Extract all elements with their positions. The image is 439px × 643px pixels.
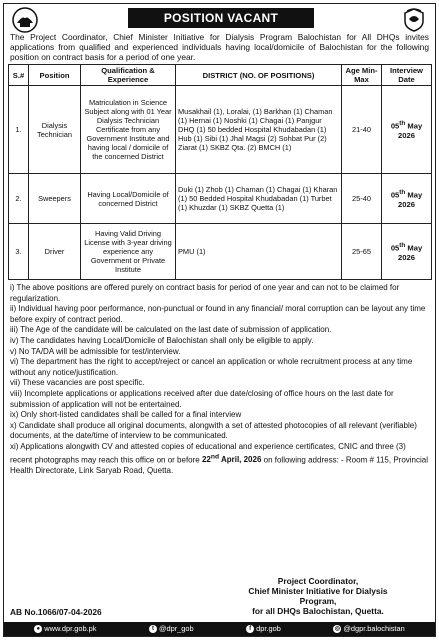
footer-facebook[interactable]: f dpr.gob [246,622,281,636]
page-title: POSITION VACANT [128,8,314,28]
footer-website[interactable]: ● www.dpr.gob.pk [34,622,96,636]
qualification: Having Local/Domicile of concerned District [81,174,176,224]
term-item-submission: xi) Applications alongwith CV and attested copies of educational and experience certificates, CNIC and three (3) recent photographs may reach this office on or before 22nd April, 2026 on following address: - Room # 115, Provincial Health Directorate, Link Saryab Road, Quetta. [10,441,429,475]
interview-date: 05th May 2026 [382,224,432,280]
column-header: Qualification & Experience [81,65,176,86]
footer-instagram[interactable]: ◎ @dgpr.balochistan [334,624,405,633]
table-row [9,224,432,280]
column-header: Position [29,65,81,86]
column-header: Interview Date [382,65,432,86]
positions-table [8,64,432,280]
twitter-icon: t [149,625,157,633]
footer-bar [4,622,435,636]
term-item: i) The above positions are offered purely on contract basis for period of one year and can not to be claimed for regularization. [10,283,400,303]
table-header-row [9,65,432,86]
signatory-title: Project Coordinator, [277,576,359,586]
footer-twitter[interactable]: t @dpr_gob [149,622,194,636]
facebook-icon: f [246,625,254,633]
instagram-icon: ◎ [334,626,340,632]
terms-list [4,280,435,476]
table-row [9,174,432,224]
column-header: S.# [9,65,29,86]
serial-number: 3. [9,224,29,280]
district-positions: Duki (1) Zhob (1) Chaman (1) Chagai (1) Kharan (1) 50 Bedded Hospital Khudabadan (1) Turbet (1) Khuzdar (1) SKBZ Quetta (1) [176,174,342,224]
position-name: Sweepers [29,174,81,224]
signatory-office: Chief Minister Initiative for Dialysis Program, [248,586,388,606]
position-name: Driver [29,224,81,280]
ab-number: AB No.1066/07-04-2026 [10,607,102,617]
balochistan-govt-logo [12,7,38,33]
header [4,4,435,34]
signature-block [229,576,407,616]
advertisement [3,3,436,637]
globe-icon: ● [34,625,42,633]
term-item: x) Candidate shall produce all original documents, alongwith a set of attested photocopies of all relevant (verifiable) documents, at the date/time of interview to be communicated. [10,420,417,441]
term-item: v) No TA/DA will be admissible for test/interview. [10,346,181,356]
term-item: ii) Individual having poor performance, non-punctual or found in any financial/ moral corruption can be layout any time before expiry of contract period. [10,304,426,324]
term-item: vii) These vacancies are post specific. [10,378,145,388]
table-row [9,86,432,174]
serial-number: 1. [9,86,29,174]
term-item: vi) The department has the right to accept/reject or cancel an application or whole recruitment process at any time without any notice/justification. [10,357,413,377]
term-item: iv) The candidates having Local/Domicile of Balochistan shall only be eligible to apply. [10,335,314,345]
district-positions: Musakhail (1), Loralai, (1) Barkhan (1) Chaman (1) Hernai (1) Noshki (1) Chagai (1) Panjgur DHQ (1) 50 bedded Hospital Khudabadan (1) Hub (1) Sibi (1) Jhal Magsi (2) Sohbat Pur (2) Ziarat (1) SKBZ Qta. (2) BMCH (1) [176,86,342,174]
serial-number: 2. [9,174,29,224]
signatory-location: for all DHQs Balochistan, Quetta. [252,606,384,616]
intro-text: The Project Coordinator, Chief Minister Initiative for Dialysis Program Balochistan for All DHQs invites applications from qualified and experienced individuals having local/domicile of Balochistan for the following position on contract basis for a period of one year. [10,32,429,62]
qualification: Having Valid Driving License with 3-year driving experience any Government or Private Institute [81,224,176,280]
qualification: Matriculation in Science Subject along with 01 Year Dialysis Technician Certificate from any Government Institute and having local / domicile of the concerned District [81,86,176,174]
age-range: 21-40 [342,86,382,174]
term-item: viii) Incomplete applications or applications received after due date/closing of office hours on the last date for submission of application will not be entertained. [10,388,394,409]
column-header: DISTRICT (NO. OF POSITIONS) [176,65,342,86]
dialysis-program-logo [401,7,427,33]
term-item: ix) Only short-listed candidates shall be called for a final interview [10,410,242,420]
age-range: 25-65 [342,224,382,280]
term-item: iii) The Age of the candidate will be calculated on the last date of submission of application. [10,325,332,335]
position-name: Dialysis Technician [29,86,81,174]
interview-date: 05th May 2026 [382,86,432,174]
interview-date: 05th May 2026 [382,174,432,224]
column-header: Age Min-Max [342,65,382,86]
age-range: 25-40 [342,174,382,224]
district-positions: PMU (1) [176,224,342,280]
